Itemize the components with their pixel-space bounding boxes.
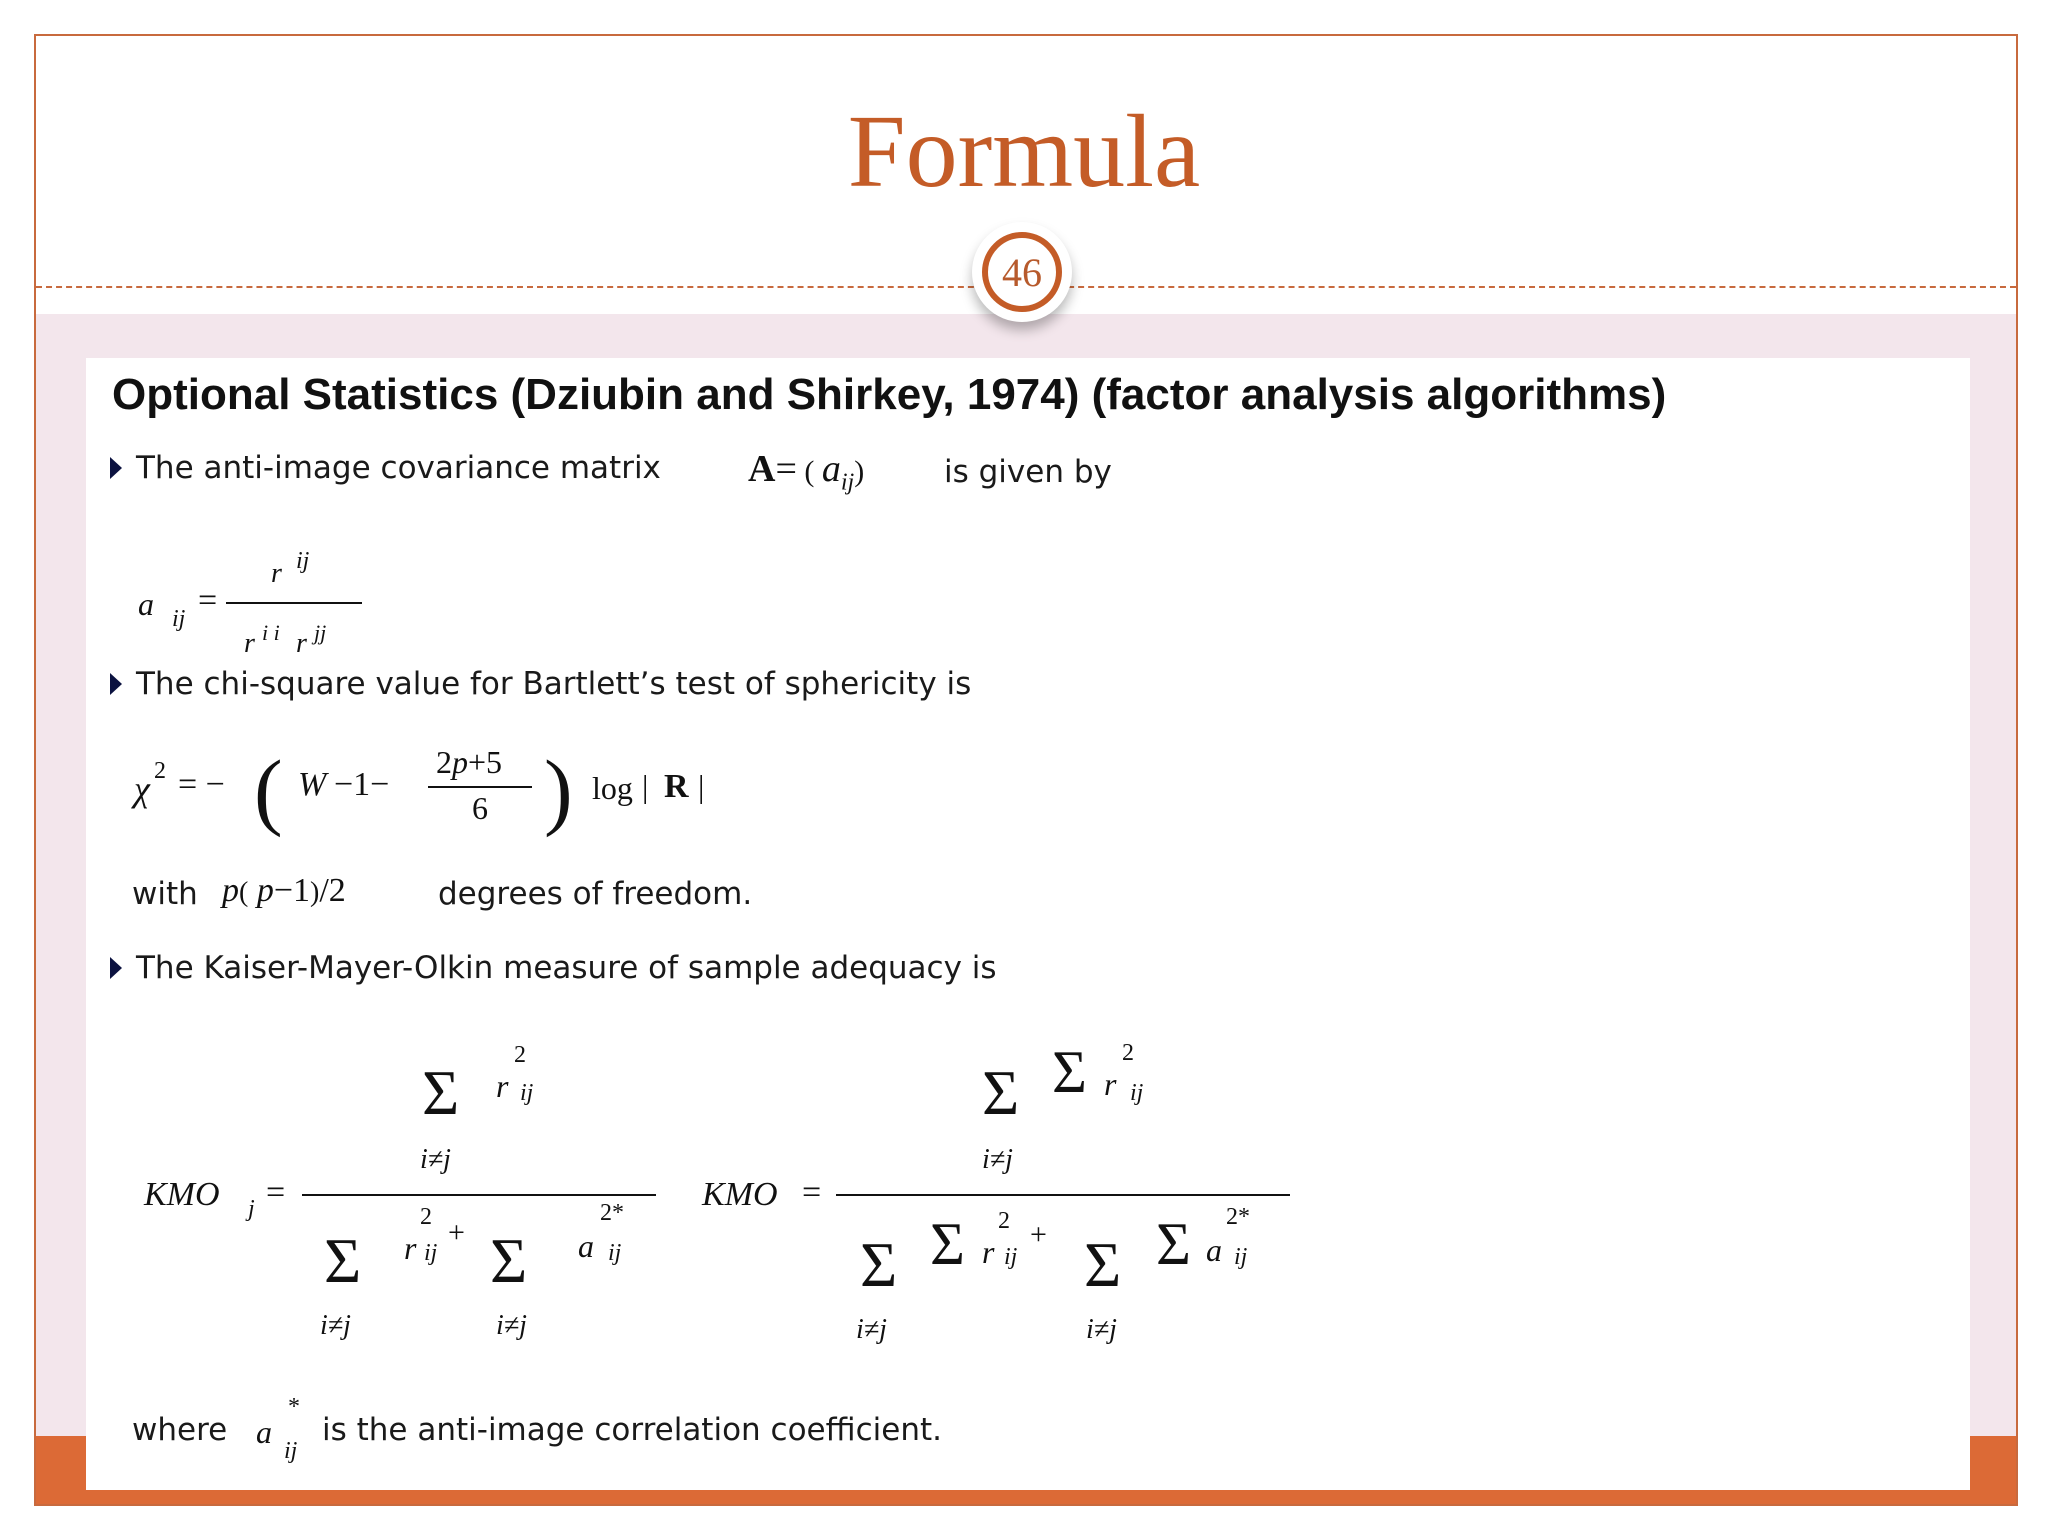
bullet-anti-image-suffix: is given by	[944, 454, 1112, 490]
bullet-arrow-icon	[110, 673, 122, 695]
degrees-of-freedom-suffix: degrees of freedom.	[438, 876, 753, 912]
where-suffix: is the anti-image correlation coefficient.	[322, 1412, 942, 1448]
bullet-arrow-icon	[110, 457, 122, 479]
bullet-chi-square	[110, 666, 971, 702]
degrees-of-freedom-prefix: with	[132, 876, 198, 912]
bullet-anti-image-text: The anti-image covariance matrix	[136, 450, 661, 486]
content-panel: Optional Statistics (Dziubin and Shirkey, 1974) (factor analysis algorithms) The anti-image covariance matrix A= ( $a_{ij}$) is given by a ij = r ij r i i r jj The chi-square value for Bartlett’s test of sphericity is χ 2 = − ( W −1− 2p+5 6 ) log | R | with p( p−1)/2 degrees of freedom. The Kaiser-Mayer-Olkin measure of sample adequacy is Σ r 2 ij i≠j KMO j = Σ r 2 ij + Σ a 2* ij i≠j i≠j Σ Σ r 2 ij i≠j KMO = Σ Σ r 2 ij + Σ Σ a 2* ij i≠j i≠j where a * ij is the anti-image correlation coefficient.	[86, 358, 1970, 1490]
bullet-kmo-text: The Kaiser-Mayer-Olkin measure of sample adequacy is	[136, 950, 997, 986]
formula-degrees-of-freedom: p( p−1)/2	[222, 872, 346, 909]
formula-matrix-a: A= ( $a_{ij}$)	[748, 448, 865, 496]
page-number-badge	[972, 222, 1072, 322]
bullet-chi-square-text: The chi-square value for Bartlett’s test of sphericity is	[136, 666, 972, 702]
where-prefix: where	[132, 1412, 228, 1448]
section-heading: Optional Statistics (Dziubin and Shirkey, 1974) (factor analysis algorithms)	[112, 370, 1667, 419]
bullet-arrow-icon	[110, 957, 122, 979]
bullet-kmo	[110, 950, 997, 986]
bullet-anti-image	[110, 450, 661, 486]
page-number: 46	[982, 232, 1062, 312]
slide-title: Formula	[847, 94, 1201, 209]
